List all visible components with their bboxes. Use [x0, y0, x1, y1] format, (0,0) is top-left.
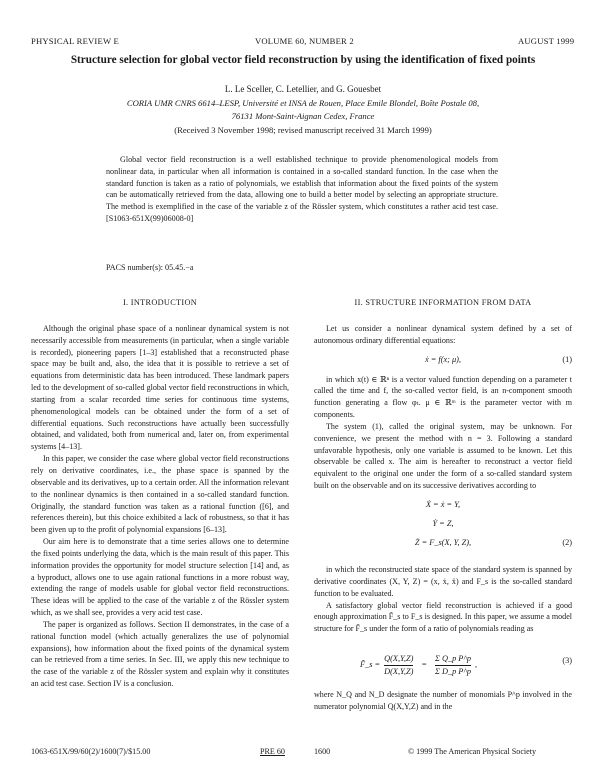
equation-3-lhs: F̃_s =: [360, 660, 381, 670]
section-heading-structure: II. STRUCTURE INFORMATION FROM DATA: [354, 298, 532, 307]
volume-number: VOLUME 60, NUMBER 2: [255, 36, 354, 46]
issue-date: AUGUST 1999: [518, 36, 575, 46]
equation-3-fraction-numerator: Q(X,Y,Z): [384, 654, 414, 664]
copyright: © 1999 The American Physical Society: [408, 747, 537, 756]
equation-2-line-1: Ẋ = ẋ = Y,: [425, 499, 461, 509]
authors: L. Le Sceller, C. Letellier, and G. Gouesbet: [224, 84, 382, 94]
paper-title: Structure selection for global vector field reconstruction by using the identification of fixed points: [70, 54, 536, 66]
paragraph: in which x(t) ∈ ℝⁿ is a vector valued function depending on a parameter t called the time and f, the so-called vector field, is an n-component smooth function generating a flow φₜ. μ ∈ ℝᵐ is the parameter vector with m components.: [314, 374, 572, 420]
equation-3-fraction-denominator: D(X,Y,Z): [384, 666, 414, 676]
equation-2-line-2: Ẏ = Z,: [432, 518, 454, 528]
received-dates: (Received 3 November 1998; revised manuscript received 31 March 1999): [174, 125, 432, 135]
equation-2-line-3: Ż = F_s(X, Y, Z),: [414, 537, 472, 547]
page-number: 1600: [314, 747, 331, 756]
equation-2-number: (2): [562, 537, 572, 547]
affiliation-line-2: 76131 Mont-Saint-Aignan Cedex, France: [231, 111, 375, 121]
journal-name: PHYSICAL REVIEW E: [31, 36, 119, 46]
left-column: [31, 297, 289, 690]
equation-2: [314, 499, 572, 557]
right-column: [314, 297, 572, 713]
paragraph: where N_Q and N_D designate the number of monomials P^p involved in the numerator polynomial Q(X,Y,Z) and in the: [314, 690, 572, 711]
equation-1-body: ẋ = f(x; μ),: [424, 354, 462, 364]
equation-1: [314, 354, 572, 367]
equation-3-number: (3): [562, 656, 572, 666]
paragraph: The paper is organized as follows. Section II demonstrates, in the case of a rational function model (which actually generalizes the use of polynomial expansions), how information about the fixed points of the dynamical system can be retrieved from a time series. In Sec. III, we apply this new technique to the case of the variable z of the Rössler system and explain why it constitutes an acid test case. Section IV is a conclusion.: [31, 619, 289, 689]
paragraph: Let us consider a nonlinear dynamical system defined by a set of autonomous ordinary differential equations:: [314, 323, 572, 345]
pacs-numbers: PACS number(s): 05.45.−a: [106, 263, 194, 272]
paragraph: The system (1), called the original system, may be unknown. For convenience, we present the method with n = 3. Following a standard unfavorable hypothesis, only one variable is assumed to be known. Let this observable be called x. The aim is hereafter to reconstruct a vector field equivalent to the original one under the form of a so-called standard system built on the observable and on its successive derivatives according to: [314, 421, 572, 491]
equation-3-sum-denominator: Σ D_p P^p: [434, 666, 472, 676]
paragraph: A satisfactory global vector field reconstruction is achieved if a good enough approximation F̃_s to F_s is designed. In this paper, we assume a model structure for F̃_s under the form of a ratio of polynomials reading as: [314, 600, 572, 634]
paragraph: in which the reconstructed state space of the standard system is spanned by derivative coordinates (X, Y, Z) = (x, ẋ, ẍ) and F_s is the so-called standard function to be evaluated.: [314, 564, 572, 598]
paragraph: In this paper, we consider the case where global vector field reconstructions rely on derivative coordinates, i.e., the phase space is spanned by the observable and its derivatives, up to a certain order. All the information relevant to the nonlinear dynamics is then contained in a so-called standard function. Originally, the standard function was taken as a rational function ([6], and references therein), but this choice exhibited a lack of robustness, so that it has been given up to the profit of polynomial expansions [6–13].: [31, 454, 289, 535]
footer-journal-volume: PRE 60: [260, 747, 285, 756]
affiliation-line-1: CORIA UMR CNRS 6614–LESP, Université et INSA de Rouen, Place Emile Blondel, Boîte Postale 08,: [126, 98, 480, 108]
abstract: Global vector field reconstruction is a well established technique to provide phenomenological models from nonlinear data, in particular when all information is contained in a so-called standard function. In the case when the standard function is taken as a ratio of polynomials, we establish that information about the fixed points of the system can be automatically retrieved from the data, allowing one to build a better model by selecting an appropriate structure. The method is exemplified in the case of the variable z of the Rössler system, which constitutes a rather acid test case. [S1063-651X(99)06008-0]: [106, 155, 498, 223]
section-heading-introduction: I. INTRODUCTION: [122, 298, 198, 307]
paragraph: Although the original phase space of a nonlinear dynamical system is not necessarily accessible from measurements (in particular, when a single variable is recorded), pioneering papers [1–3] established that a reconstructed phase space may be built and, also, the idea that it is possible to retrieve a set of equations from deterministic data has been introduced. These landmark papers led to the development of so-called global vector field reconstructions in which, starting from a scalar recorded time series for continuous time systems, phenomenological models can be obtained under the form of a set of differential equations. Such reconstructions have actually been successfully obtained, and validated, both from numerical and, later on, from experimental systems [4–13].: [31, 323, 289, 452]
paragraph: Our aim here is to demonstrate that a time series allows one to determine the fixed points underlying the data, which is the main result of this paper. This information provides the opportunity for model structure selection [14] and, as a byproduct, allows one to use again rational functions in a more robust way, extending the range of models usable for global vector field reconstructions. These ideas will be applied to the case of the variable z of the Rössler system which, as we shall see, provides a very acid test case.: [31, 537, 289, 618]
equation-3-body: F̃_s = Q(X,Y,Z) D(X,Y,Z) = Σ Q_p P^p Σ D_p P^p ,: [360, 654, 478, 676]
footer-issn: 1063-651X/99/60(2)/1600(7)/$15.00: [31, 747, 151, 756]
equation-1-number: (1): [562, 354, 572, 364]
equation-3-sum-numerator: Σ Q_p P^p: [434, 654, 472, 664]
equation-3: [314, 639, 572, 683]
